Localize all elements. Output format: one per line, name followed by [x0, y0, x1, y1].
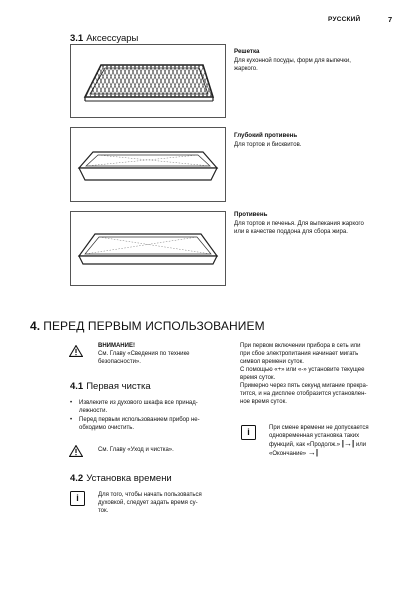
cleaning-bullet-list — [70, 399, 230, 432]
warning-icon — [69, 444, 83, 462]
para-line: С помощью «+» или «-» установите текущее — [240, 367, 365, 373]
accessory-desc-wire-shelf — [234, 57, 351, 73]
note-text: «Окончание» — [269, 451, 307, 457]
desc-line: Для кухонной посуды, форм для выпечки, — [234, 58, 351, 64]
section-title-text: Установка времени — [86, 473, 172, 484]
info-icon: i — [241, 425, 256, 440]
warning-block — [98, 342, 190, 366]
section-number: 4.1 — [70, 381, 84, 392]
section-number: 3.1 — [70, 33, 84, 44]
note-line: духовкой, следует задать время су- — [98, 500, 198, 506]
note-line: ток. — [98, 508, 109, 514]
bullet-line: Извлеките из духового шкафа все принад- — [79, 400, 198, 406]
desc-line: или в качестве поддона для сбора жира. — [234, 229, 348, 236]
wire-shelf-icon — [71, 45, 225, 117]
accessory-name-deep-tray: Глубокий противень — [234, 132, 298, 139]
section-title-text: Аксессуары — [86, 33, 139, 44]
section-title-time — [70, 473, 172, 484]
time-setting-paragraph — [240, 342, 400, 406]
note-text: функций, как «Продолж.» — [269, 442, 341, 448]
bullet-marker: • — [70, 417, 73, 423]
desc-line: жаркого. — [234, 66, 258, 73]
accessory-desc-baking-tray — [234, 220, 364, 236]
page-number: 7 — [388, 15, 393, 24]
warning-title: ВНИМАНИЕ! — [98, 343, 135, 349]
para-line: Примерно через пять секунд мигание прекра- — [240, 383, 368, 389]
end-time-arrow-icon: →| — [307, 448, 319, 457]
bullet-marker: • — [70, 400, 73, 406]
baking-tray-icon — [71, 212, 225, 285]
note-line: Для того, чтобы начать пользоваться — [98, 492, 202, 498]
accessory-desc-deep-tray — [234, 141, 301, 149]
note-line — [269, 449, 404, 458]
info-icon: i — [70, 491, 85, 506]
para-line: символ времени суток. — [240, 359, 304, 365]
chapter-title-text: ПЕРЕД ПЕРВЫМ ИСПОЛЬЗОВАНИЕМ — [43, 319, 265, 333]
chapter-number: 4. — [30, 319, 41, 333]
duration-arrow-icon: |→| — [341, 439, 355, 448]
baking-tray-image — [70, 211, 226, 286]
note-line: При смене времени не допускается — [269, 425, 369, 431]
accessory-name-baking-tray: Противень — [234, 211, 268, 218]
deep-tray-image — [70, 127, 226, 202]
para-line: при сбое электропитания начинает мигать — [240, 351, 359, 357]
deep-tray-icon — [71, 128, 225, 201]
list-item — [70, 399, 230, 415]
chapter-title — [30, 319, 265, 333]
note-text: или — [355, 442, 367, 448]
section-number: 4.2 — [70, 473, 84, 484]
desc-line: Для тортов и печенья. Для выпекания жаркого — [234, 221, 364, 227]
note-line: одновременная установка таких — [269, 433, 360, 439]
para-line: ное время суток. — [240, 399, 287, 405]
section-title-accessories — [70, 33, 138, 44]
para-line: время суток. — [240, 375, 276, 381]
warning-line: См. Главу «Сведения по технике — [98, 351, 190, 357]
desc-line: Для тортов и бисквитов. — [234, 142, 302, 148]
wire-shelf-image — [70, 44, 226, 118]
section-title-text: Первая чистка — [86, 381, 151, 392]
para-line: При первом включении прибора в сеть или — [240, 343, 361, 349]
accessory-name-wire-shelf: Решетка — [234, 48, 260, 55]
warning-line: безопасности». — [98, 359, 141, 365]
warning-icon — [69, 344, 83, 362]
para-line: тится, и на дисплее отобразится установлен- — [240, 391, 367, 397]
list-item — [70, 416, 230, 432]
time-note — [98, 491, 202, 515]
note-line — [269, 440, 404, 449]
bullet-line: Перед первым использованием прибор не- — [79, 417, 200, 423]
cleaning-note: См. Главу «Уход и чистка». — [98, 447, 174, 453]
section-title-cleaning — [70, 381, 151, 392]
time-info-note — [269, 424, 404, 458]
bullet-line: обходимо очистить. — [79, 425, 135, 431]
bullet-line: лежности. — [79, 408, 108, 414]
header-language: РУССКИЙ — [328, 16, 361, 23]
